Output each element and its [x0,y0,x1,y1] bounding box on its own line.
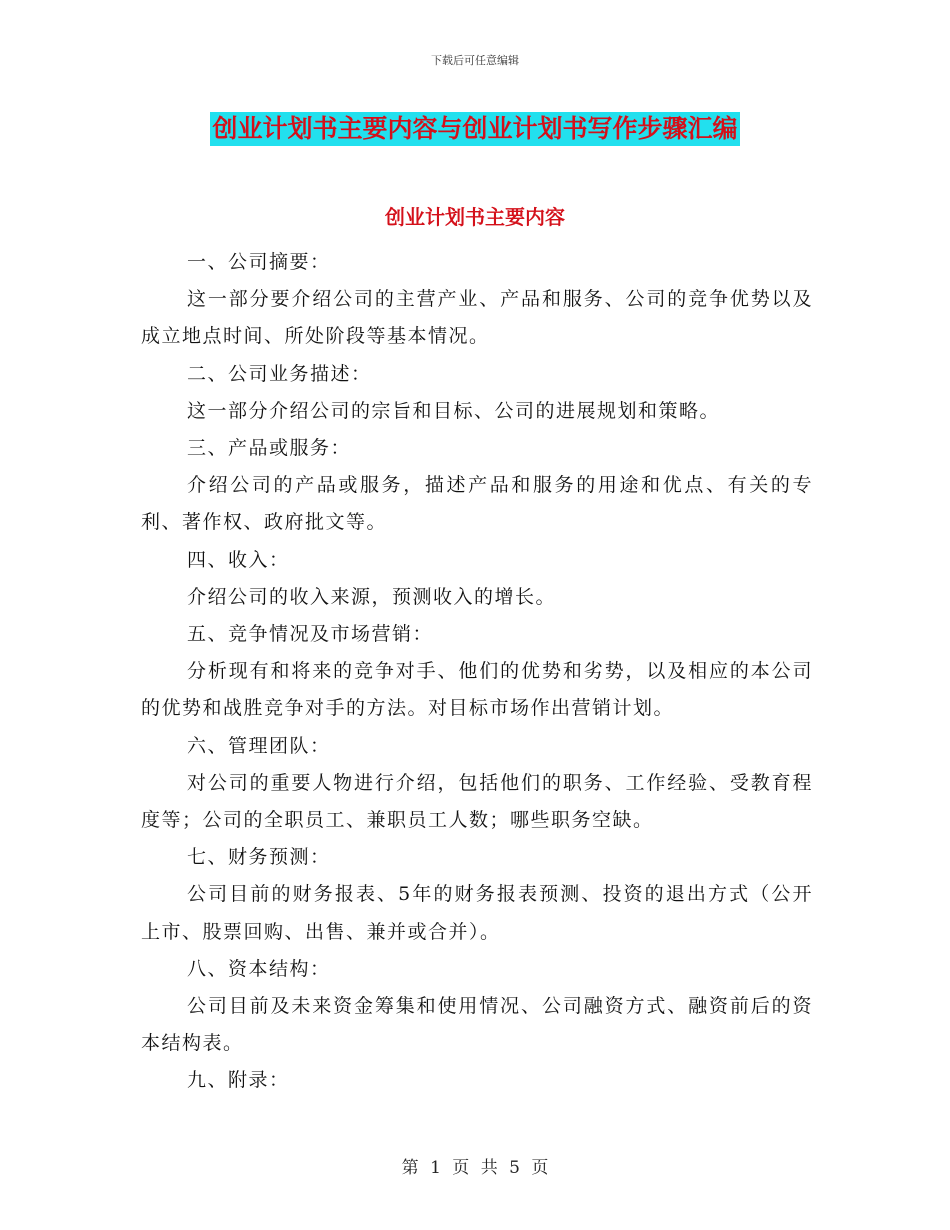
section-title: 创业计划书主要内容 [385,205,565,229]
heading-capital-structure: 八、资本结构： [187,957,331,980]
heading-revenue: 四、收入： [187,548,290,571]
heading-business-description: 二、公司业务描述： [187,362,372,385]
heading-financial-forecast: 七、财务预测： [187,846,331,869]
document-title: 创业计划书主要内容与创业计划书写作步骤汇编 [210,112,739,146]
paragraph-products-services: 介绍公司的产品或服务，描述产品和服务的用途和优点、有关的专利、著作权、政府批文等。 [141,474,813,534]
paragraph-company-summary: 这一部分要介绍公司的主营产业、产品和服务、公司的竞争优势以及成立地点时间、所处阶段等基本情况。 [141,288,813,348]
page-number-footer: 第 1 页 共 5 页 [401,1158,549,1178]
paragraph-management-team: 对公司的重要人物进行介绍，包括他们的职务、工作经验、受教育程度等；公司的全职员工、兼职员工人数；哪些职务空缺。 [141,771,813,832]
paragraph-financial-forecast: 公司目前的财务报表、5年的财务报表预测、投资的退出方式（公开上市、股票回购、出售、兼并或合并）。 [141,883,813,943]
header-note: 下载后可任意编辑 [431,54,519,67]
heading-products-services: 三、产品或服务： [187,437,352,460]
heading-competition-marketing: 五、竞争情况及市场营销： [187,623,434,646]
document-body [141,244,813,1100]
paragraph-business-description: 这一部分介绍公司的宗旨和目标、公司的进展规划和策略。 [187,399,721,422]
heading-company-summary: 一、公司摘要： [187,251,331,273]
heading-appendix: 九、附录： [187,1069,290,1092]
paragraph-revenue: 介绍公司的收入来源，预测收入的增长。 [187,585,557,608]
paragraph-capital-structure: 公司目前及未来资金筹集和使用情况、公司融资方式、融资前后的资本结构表。 [141,995,813,1055]
paragraph-competition-marketing: 分析现有和将来的竞争对手、他们的优势和劣势，以及相应的本公司的优势和战胜竞争对手的方法。对目标市场作出营销计划。 [141,660,813,720]
heading-management-team: 六、管理团队： [187,734,331,757]
document-title-container [0,112,950,146]
